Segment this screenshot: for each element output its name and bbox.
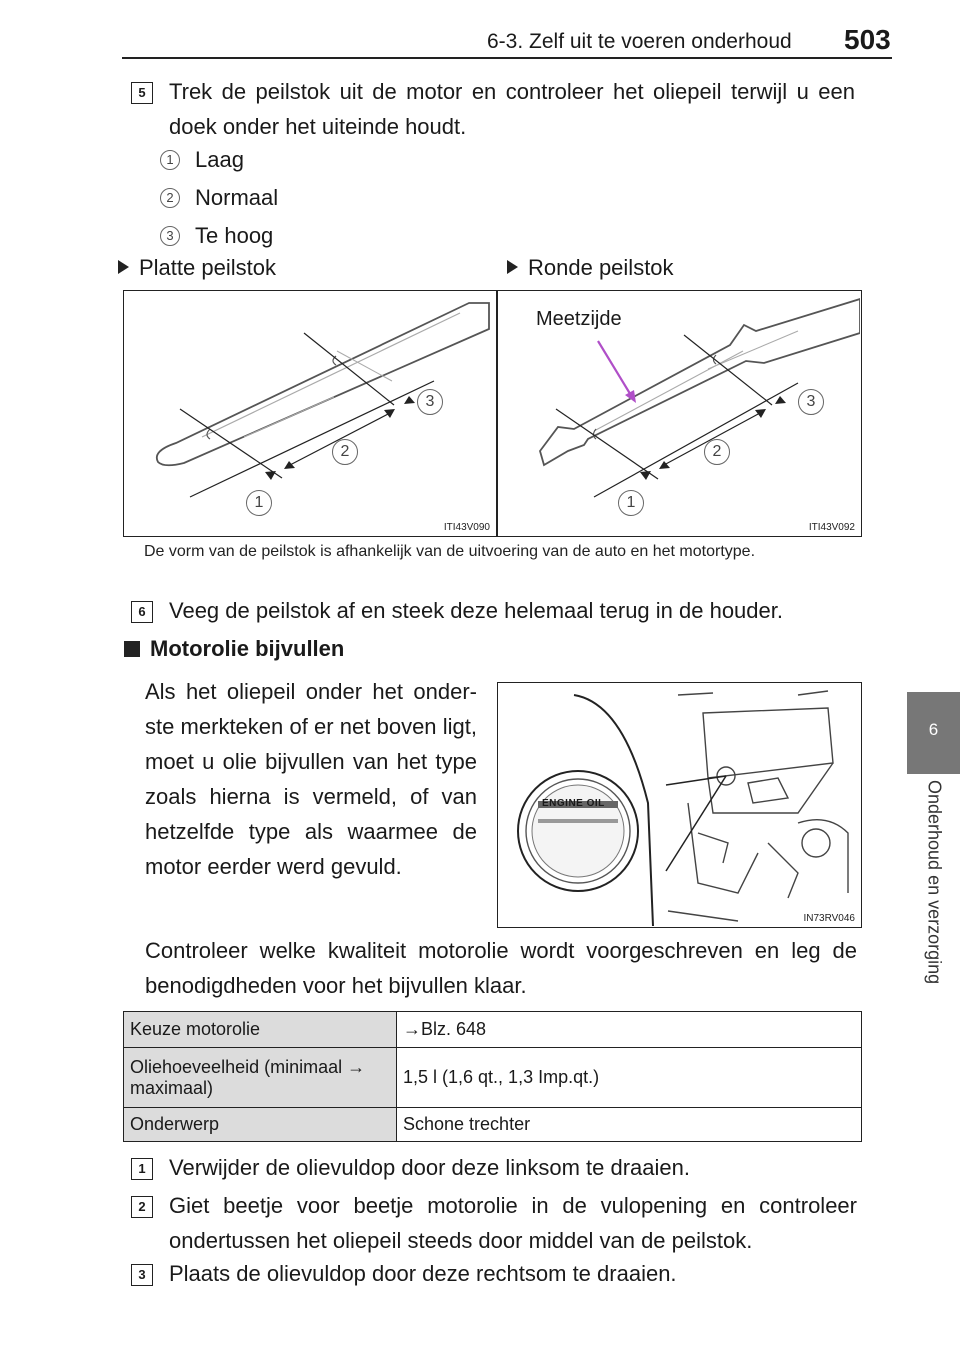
- marker-normal: 2: [704, 439, 730, 465]
- table-value: Schone trechter: [397, 1108, 862, 1142]
- level-label-normal: Normaal: [195, 185, 279, 210]
- chapter-title: Onderhoud en verzorging: [924, 780, 944, 985]
- flat-dipstick-illustration: [124, 291, 495, 535]
- requirements-table: [123, 1011, 862, 1142]
- marker-normal: 2: [332, 439, 358, 465]
- flat-dipstick-figure: [123, 290, 497, 537]
- square-bullet-icon: [124, 641, 140, 657]
- table-key: Keuze motorolie: [124, 1012, 397, 1048]
- refill-step-2-text: Giet beetje voor beetje motorolie in de vulopening en controleer ondertussen het oliepeil steeds door middel van de peilstok.: [169, 1193, 857, 1253]
- table-key: Oliehoeveelheid (minimaal → maximaal): [124, 1048, 397, 1108]
- marker-high: 3: [417, 389, 443, 415]
- level-number-1: 1: [160, 150, 180, 170]
- section-heading: [124, 636, 344, 662]
- step-number-box: 3: [131, 1264, 153, 1286]
- chapter-number: 6: [928, 720, 939, 739]
- marker-high: 3: [798, 389, 824, 415]
- table-key: Onderwerp: [124, 1108, 397, 1142]
- step-number-box: 6: [131, 601, 153, 623]
- step-number-box: 2: [131, 1196, 153, 1218]
- header-rule: [122, 57, 892, 59]
- table-row: [124, 1012, 862, 1048]
- section-title: 6-3. Zelf uit te voeren onderhoud: [487, 30, 792, 53]
- section-heading-text: Motorolie bijvullen: [150, 636, 345, 661]
- marker-low: 1: [618, 490, 644, 516]
- marker-low: 1: [246, 490, 272, 516]
- image-code: IN73RV046: [803, 913, 855, 924]
- figure-caption: De vorm van de peilstok is afhankelijk van de uitvoering van de auto en het motortype.: [144, 543, 756, 560]
- page-number: 503: [844, 24, 891, 55]
- flat-dipstick-title: [118, 250, 276, 285]
- round-dipstick-figure: [497, 290, 862, 537]
- chapter-tab: [907, 692, 960, 774]
- table-row: [124, 1048, 862, 1108]
- table-row: [124, 1108, 862, 1142]
- table-value: 1,5 l (1,6 qt., 1,3 Imp.qt.): [397, 1048, 862, 1108]
- image-code: ITI43V092: [808, 522, 855, 533]
- check-paragraph: Controleer welke kwaliteit motorolie wordt voorgeschreven en leg de benodigdheden voor het bijvullen klaar.: [145, 938, 857, 998]
- step-number-box: 5: [131, 82, 153, 104]
- triangle-bullet-icon: [507, 260, 518, 274]
- round-dipstick-title: [507, 250, 674, 285]
- measuring-side-label: Meetzijde: [536, 308, 622, 330]
- image-code: ITI43V090: [443, 522, 490, 533]
- level-label-low: Laag: [195, 147, 244, 172]
- level-number-3: 3: [160, 226, 180, 246]
- table-value: →Blz. 648: [397, 1012, 862, 1048]
- refill-step-1-text: Verwijder de olievuldop door deze linksom te draaien.: [169, 1155, 690, 1180]
- refill-paragraph: Als het oliepeil onder het onder-ste merkteken of er net boven ligt, moet u olie bijvullen van het type zoals hierna is vermeld, of van hetzelfde type als waarmee de motor eerder werd gevuld.: [145, 679, 477, 879]
- triangle-bullet-icon: [118, 260, 129, 274]
- level-number-2: 2: [160, 188, 180, 208]
- chapter-title-vertical: [907, 780, 960, 1020]
- step-6-text: Veeg de peilstok af en steek deze helemaal terug in de houder.: [169, 598, 783, 623]
- step-5-text: Trek de peilstok uit de motor en controleer het oliepeil terwijl u een doek onder het uiteinde houdt.: [169, 79, 855, 139]
- engine-oil-cap-figure: [497, 682, 862, 928]
- step-number-box: 1: [131, 1158, 153, 1180]
- round-dipstick-title-text: Ronde peilstok: [528, 255, 674, 280]
- level-label-high: Te hoog: [195, 223, 274, 248]
- refill-step-3-text: Plaats de olievuldop door deze rechtsom te draaien.: [169, 1261, 677, 1286]
- engine-oil-cap-label: ENGINE OIL: [542, 798, 605, 809]
- flat-dipstick-title-text: Platte peilstok: [139, 255, 276, 280]
